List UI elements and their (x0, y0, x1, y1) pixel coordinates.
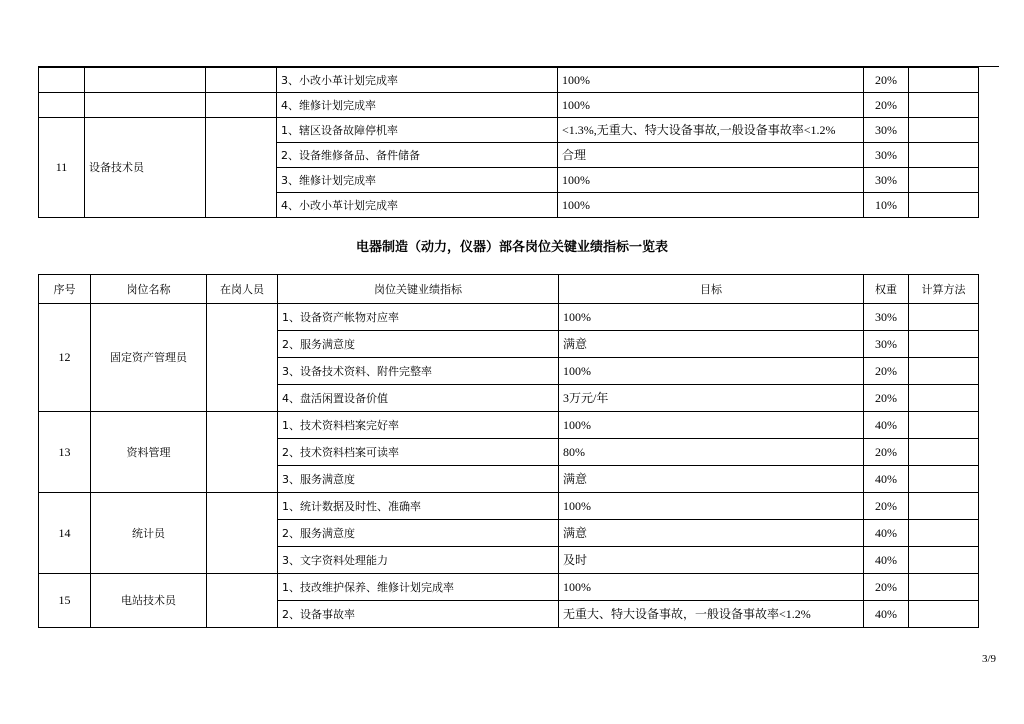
target-cell: <1.3%,无重大、特大设备事故,一般设备事故率<1.2% (558, 118, 864, 143)
method-cell (909, 168, 979, 193)
weight-cell: 40% (864, 520, 909, 547)
table-title: 电器制造（动力，仪器）部各岗位关键业绩指标一览表 (355, 240, 668, 255)
method-cell (909, 118, 979, 143)
indicator-cell: 1、辖区设备故障停机率 (277, 118, 558, 143)
method-cell (909, 574, 979, 601)
indicator-cell: 4、小改小革计划完成率 (277, 193, 558, 218)
target-cell: 满意 (559, 331, 864, 358)
indicator-cell: 4、盘活闲置设备价值 (278, 385, 559, 412)
method-cell (909, 412, 979, 439)
indicator-cell: 1、设备资产帐物对应率 (278, 304, 559, 331)
staff-cell (206, 93, 277, 118)
post-cell: 电站技术员 (91, 574, 207, 628)
weight-cell: 30% (864, 143, 909, 168)
indicator-cell: 2、技术资料档案可读率 (278, 439, 559, 466)
header-staff: 在岗人员 (207, 275, 278, 304)
method-cell (909, 68, 979, 93)
header-target: 目标 (559, 275, 864, 304)
target-cell: 100% (559, 574, 864, 601)
indicator-cell: 3、服务满意度 (278, 466, 559, 493)
method-cell (909, 439, 979, 466)
weight-cell: 20% (864, 439, 909, 466)
weight-cell: 30% (864, 331, 909, 358)
target-cell: 100% (559, 304, 864, 331)
post-cell (85, 93, 206, 118)
table-row (39, 412, 979, 439)
method-cell (909, 358, 979, 385)
header-row (39, 275, 979, 304)
table-row (39, 574, 979, 601)
indicator-cell: 3、小改小革计划完成率 (277, 68, 558, 93)
page-number: 3/9 (981, 653, 996, 665)
staff-cell (207, 304, 278, 412)
seq-cell (39, 68, 85, 93)
target-cell: 100% (558, 93, 864, 118)
indicator-cell: 1、技术资料档案完好率 (278, 412, 559, 439)
post-cell: 资料管理 (91, 412, 207, 493)
target-cell: 100% (559, 493, 864, 520)
target-cell: 100% (558, 193, 864, 218)
target-cell: 100% (558, 168, 864, 193)
post-cell (85, 68, 206, 93)
seq-cell: 15 (39, 574, 91, 628)
table-row (39, 493, 979, 520)
weight-cell: 30% (864, 168, 909, 193)
header-method: 计算方法 (909, 275, 979, 304)
post-cell: 设备技术员 (85, 118, 206, 218)
method-cell (909, 520, 979, 547)
table-row (39, 304, 979, 331)
target-cell: 3万元/年 (559, 385, 864, 412)
kpi-table (38, 274, 979, 628)
indicator-cell: 3、设备技术资料、附件完整率 (278, 358, 559, 385)
weight-cell: 20% (864, 93, 909, 118)
method-cell (909, 601, 979, 628)
table-row (39, 93, 979, 118)
staff-cell (206, 118, 277, 218)
target-cell: 80% (559, 439, 864, 466)
indicator-cell: 1、统计数据及时性、准确率 (278, 493, 559, 520)
method-cell (909, 385, 979, 412)
staff-cell (207, 493, 278, 574)
staff-cell (206, 68, 277, 93)
weight-cell: 20% (864, 385, 909, 412)
weight-cell: 40% (864, 601, 909, 628)
weight-cell: 20% (864, 68, 909, 93)
method-cell (909, 143, 979, 168)
method-cell (909, 466, 979, 493)
weight-cell: 30% (864, 304, 909, 331)
seq-cell: 12 (39, 304, 91, 412)
target-cell: 及时 (559, 547, 864, 574)
weight-cell: 20% (864, 358, 909, 385)
seq-cell: 13 (39, 412, 91, 493)
header-indicator: 岗位关键业绩指标 (278, 275, 559, 304)
post-cell: 统计员 (91, 493, 207, 574)
header-seq: 序号 (39, 275, 91, 304)
staff-cell (207, 574, 278, 628)
method-cell (909, 547, 979, 574)
indicator-cell: 4、维修计划完成率 (277, 93, 558, 118)
target-cell: 满意 (559, 466, 864, 493)
target-cell: 100% (559, 358, 864, 385)
indicator-cell: 3、文字资料处理能力 (278, 547, 559, 574)
weight-cell: 30% (864, 118, 909, 143)
post-cell: 固定资产管理员 (91, 304, 207, 412)
indicator-cell: 2、服务满意度 (278, 520, 559, 547)
method-cell (909, 193, 979, 218)
indicator-cell: 2、服务满意度 (278, 331, 559, 358)
indicator-cell: 2、设备事故率 (278, 601, 559, 628)
method-cell (909, 93, 979, 118)
weight-cell: 40% (864, 466, 909, 493)
header-post: 岗位名称 (91, 275, 207, 304)
seq-cell: 14 (39, 493, 91, 574)
method-cell (909, 331, 979, 358)
indicator-cell: 2、设备维修备品、备件储备 (277, 143, 558, 168)
target-cell: 无重大、特大设备事故，一般设备事故率<1.2% (559, 601, 864, 628)
continued-kpi-table (38, 67, 979, 218)
table-row (39, 118, 979, 143)
header-weight: 权重 (864, 275, 909, 304)
method-cell (909, 493, 979, 520)
indicator-cell: 3、维修计划完成率 (277, 168, 558, 193)
table-row (39, 68, 979, 93)
seq-cell: 11 (39, 118, 85, 218)
target-cell: 合理 (558, 143, 864, 168)
indicator-cell: 1、技改维护保养、维修计划完成率 (278, 574, 559, 601)
target-cell: 100% (558, 68, 864, 93)
weight-cell: 20% (864, 574, 909, 601)
weight-cell: 10% (864, 193, 909, 218)
method-cell (909, 304, 979, 331)
seq-cell (39, 93, 85, 118)
weight-cell: 40% (864, 547, 909, 574)
target-cell: 满意 (559, 520, 864, 547)
staff-cell (207, 412, 278, 493)
weight-cell: 40% (864, 412, 909, 439)
target-cell: 100% (559, 412, 864, 439)
weight-cell: 20% (864, 493, 909, 520)
